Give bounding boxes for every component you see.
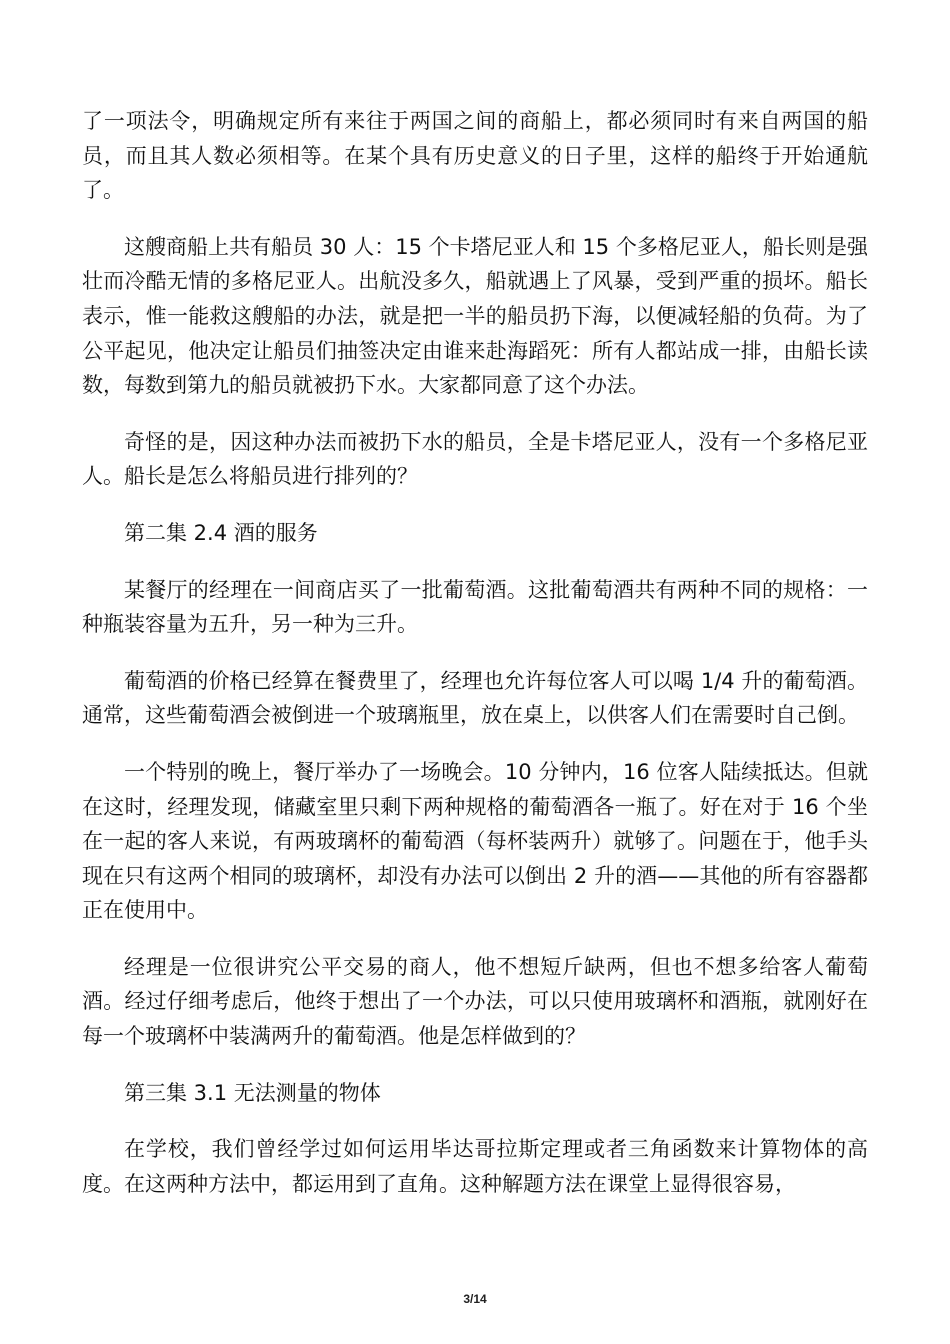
section-heading-wine-service: 第二集 2.4 酒的服务 (124, 520, 318, 545)
paragraph-wine-evening: 一个特别的晚上，餐厅举办了一场晚会。10 分钟内，16 位客人陆续抵达。但就在这时，经理发现，储藏室里只剩下两种规格的葡萄酒各一瓶了。好在对于 16 个坐在一起的客人来说，有两玻璃杯的葡萄酒（每杯装两升）就够了。问题在于，他手头现在只有这两个相同的玻璃杯，却没有办法可以倒出 2 升的酒——其他的所有容器都正在使用中。 (82, 759, 868, 923)
paragraph-wine-purchase: 某餐厅的经理在一间商店买了一批葡萄酒。这批葡萄酒共有两种不同的规格：一种瓶装容量为五升，另一种为三升。 (82, 577, 868, 637)
document-page (82, 104, 868, 1201)
paragraph-continuation: 了一项法令，明确规定所有来往于两国之间的商船上，都必须同时有来自两国的船员，而且其人数必须相等。在某个具有历史意义的日子里，这样的船终于开始通航了。 (82, 109, 868, 203)
paragraph-wine-question: 经理是一位很讲究公平交易的商人，他不想短斤缺两，但也不想多给客人葡萄酒。经过仔细考虑后，他终于想出了一个办法，可以只使用玻璃杯和酒瓶，就刚好在每一个玻璃杯中装满两升的葡萄酒。他是怎样做到的？ (82, 954, 868, 1049)
paragraph-school-geometry: 在学校，我们曾经学过如何运用毕达哥拉斯定理或者三角函数来计算物体的高度。在这两种方法中，都运用到了直角。这种解题方法在课堂上显得很容易， (82, 1137, 868, 1196)
paragraph-ship-question: 奇怪的是，因这种办法而被扔下水的船员，全是卡塔尼亚人，没有一个多格尼亚人。船长是怎么将船员进行排列的？ (82, 429, 868, 489)
paragraph-wine-price: 葡萄酒的价格已经算在餐费里了，经理也允许每位客人可以喝 1/4 升的葡萄酒。通常，这些葡萄酒会被倒进一个玻璃瓶里，放在桌上，以供客人们在需要时自己倒。 (82, 668, 868, 728)
page-number: 3/14 (463, 1292, 487, 1306)
section-heading-unmeasurable-object: 第三集 3.1 无法测量的物体 (124, 1080, 381, 1105)
paragraph-ship-crew: 这艘商船上共有船员 30 人：15 个卡塔尼亚人和 15 个多格尼亚人，船长则是强壮而冷酷无情的多格尼亚人。出航没多久，船就遇上了风暴，受到严重的损坏。船长表示，惟一能救这艘船的办法，就是把一半的船员扔下海，以便减轻船的负荷。为了公平起见，他决定让船员们抽签决定由谁来赴海蹈死：所有人都站成一排，由船长读数，每数到第九的船员就被扔下水。大家都同意了这个办法。 (82, 234, 868, 398)
